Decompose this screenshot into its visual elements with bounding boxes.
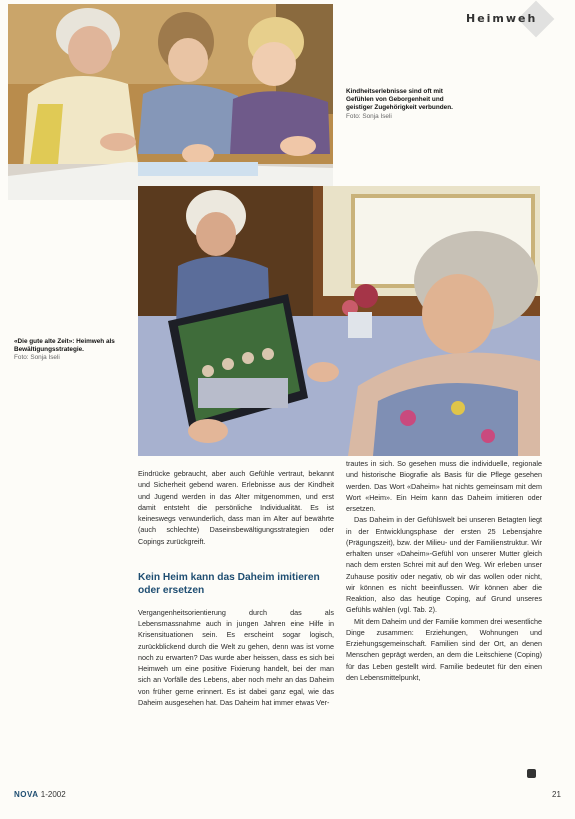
publication-issue: 1-2002 (40, 790, 66, 799)
article-subheading: Kein Heim kann das Daheim imitieren oder ersetzen (138, 571, 320, 596)
caption-top-text: Kindheitserlebnisse sind oft mit Gefühlen von Geborgenheit und geistiger Zugehörigkeit verbunden. (346, 88, 453, 112)
body-paragraph: Das Daheim in der Gefühlswelt bei unseren Betagten liegt in der Entwicklungsphase der ersten 25 Lebensjahre (Prägungszeit), bzw. der Milieu- und der Familienstruktur. Wir erhalten unser «Daheim»-Gefühl von unserer Mutter gleich nach dem ersten Schrei mit auf den Weg. Wir erleben unser Zuhause positiv oder negativ, ob wir das wollen oder nicht, wir können es nicht beeinflussen. Wir können aber die Reaktion, also das heutige Coping, auf Grund unseres Gefühls wählen (vgl. Tab. 2). (346, 515, 542, 615)
body-paragraph: Eindrücke gebraucht, aber auch Gefühle vertraut, bekannt und Sicherheit gebend waren. Erlebnisse aus der Kindheit und Jugend werden in das Alter mitgenommen, und erst damit entsteht die persönliche Individualität. Es ist keineswegs verwunderlich, dass man im Alter auf bewährte (auch schlechte) Daseinsbewältigungsstrategien oder Copings zurückgreift. (138, 469, 334, 546)
caption-top-credit: Foto: Sonja Iseli (346, 112, 392, 120)
body-paragraph: Mit dem Daheim und der Familie kommen drei wesentliche Dinge zusammen: Erziehungen, Wohnungen und Erziehungsgemeinschaft. Familien sind der Ort, an denen Menschen geprägt werden, an dem die Leitschiene (Coping) für das Leben gestellt wird. Familie bedeutet für den einen den Lebensmittelpunkt, (346, 616, 542, 682)
article-column-left (138, 468, 334, 708)
caption-top-photo (346, 88, 456, 121)
caption-middle-credit: Foto: Sonja Iseli (14, 354, 60, 362)
body-paragraph: Vergangenheitsorientierung durch das als Lebensmassnahme auch in jungen Jahren eine Hilfe in Krisensituationen sein. Es erscheint sogar logisch, zurückblickend durch die Welt zu gehen, denn was ist vorne noch zu erwarten? Das wurde aber heissen, dass es sich bei Heimweh um eine positive Fixierung handelt, bei der man sich an Vorfälle des Lebens, aber noch mehr an das Daheim von früher gerne erinnert. Es ist dabei ganz egal, wie das Daheim ausgesehen hat. Das Daheim hat immer etwas Ver- (138, 607, 334, 707)
caption-middle-text: «Die gute alte Zeit»: Heimweh als Bewältigungsstrategie. (14, 338, 115, 354)
article-column-right (346, 458, 542, 683)
page-number: 21 (552, 790, 561, 799)
body-paragraph: trautes in sich. So gesehen muss die individuelle, regionale und historische Biografie als Basis für die Pflege gesehen werden. Das Wort «Daheim» hat nichts gemeinsam mit dem Wort «Heim». Ein Heim kann das Daheim imitieren oder ersetzen. (346, 459, 542, 513)
continued-marker-icon (527, 769, 536, 778)
photo-elderly-women-picture (138, 186, 540, 456)
section-title: Heimweh (466, 12, 538, 25)
footer-publication (14, 790, 66, 799)
caption-middle-photo (14, 338, 122, 363)
publication-brand: NOVA (14, 790, 39, 799)
photo-grandmother-children (8, 4, 333, 200)
